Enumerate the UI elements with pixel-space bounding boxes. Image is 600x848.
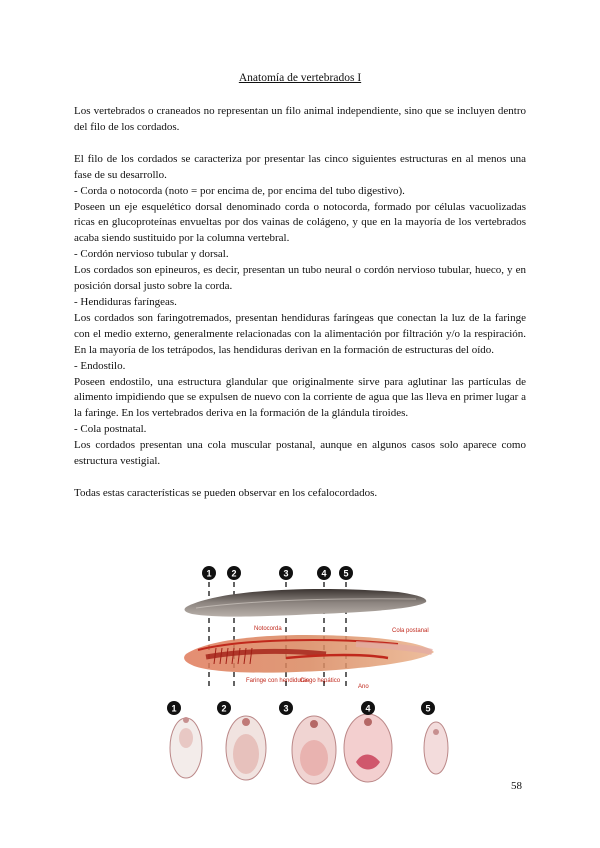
- svg-text:5: 5: [343, 568, 349, 579]
- svg-text:5: 5: [425, 703, 431, 714]
- marker-2: [227, 566, 241, 580]
- heading-endostyle: - Endostilo.: [74, 359, 126, 372]
- label-cola-postanal: Cola postanal: [392, 628, 429, 634]
- label-notocorda: Notocorda: [254, 626, 282, 632]
- cross-section-3: [279, 701, 336, 784]
- label-ciego: Ciego hepático: [300, 678, 341, 684]
- svg-text:1: 1: [206, 568, 212, 579]
- paragraph-intro: Los vertebrados o craneados no representan un filo animal independiente, sino que se incluyen dentro del filo de los cordados.: [74, 105, 526, 133]
- page-number: 58: [511, 780, 522, 792]
- marker-3: [279, 566, 293, 580]
- heading-nerve-cord: - Cordón nervioso tubular y dorsal.: [74, 248, 229, 261]
- heading-notochord: - Corda o notocorda (noto = por encima de, por encima del tubo digestivo).: [74, 184, 405, 197]
- cross-section-5: [421, 701, 448, 774]
- marker-4: [317, 566, 331, 580]
- heading-postanal-tail: - Cola postnatal.: [74, 423, 147, 436]
- svg-text:3: 3: [283, 703, 289, 714]
- paragraph-gap: [74, 470, 526, 486]
- body-text: [74, 104, 526, 502]
- page-title: Anatomía de vertebrados I: [238, 72, 362, 84]
- marker-5: [339, 566, 353, 580]
- paragraph-endostyle: Poseen endostilo, una estructura glandular que originalmente sirve para aglutinar las partículas de alimento impidiendo que se expulsen de nuevo con la corriente de agua que las lleva en primer lugar a la faringe. En los vertebrados deriva en la formación de la glándula tiroides.: [74, 375, 526, 420]
- paragraph-nerve-cord: Los cordados son epineuros, es decir, presentan un tubo neural o cordón nervioso tubular, hueco, y en posición dorsal justo sobre la corda.: [74, 264, 526, 293]
- paragraph-gap: [74, 136, 526, 152]
- heading-pharyngeal-slits: - Hendiduras faríngeas.: [74, 295, 177, 308]
- paragraph-chordate-features: El filo de los cordados se caracteriza por presentar las cinco siguientes estructuras en al menos una fase de su desarrollo.: [74, 152, 526, 181]
- label-ano: Ano: [358, 684, 369, 690]
- paragraph-cephalochordates: Todas estas características se pueden observar en los cefalocordados.: [74, 486, 378, 499]
- paragraph-notochord: Poseen un eje esquelético dorsal denominado corda o notocorda, formado por células vacuolizadas ricas en glucoproteínas envueltas por dos vainas de colágeno, y que en la mayoría de los vertebrados acaba siendo sustituido por la columna vertebral.: [74, 200, 526, 245]
- svg-text:3: 3: [283, 568, 289, 579]
- svg-text:2: 2: [221, 703, 227, 714]
- cross-section-4: [344, 701, 392, 782]
- cross-sections: [167, 701, 448, 784]
- amphioxus-illustration: [136, 562, 466, 794]
- cross-section-2: [217, 701, 266, 780]
- marker-1: [202, 566, 216, 580]
- cross-section-1: [167, 701, 202, 778]
- svg-text:4: 4: [365, 703, 371, 714]
- svg-text:2: 2: [231, 568, 237, 579]
- svg-text:4: 4: [321, 568, 327, 579]
- paragraph-postanal-tail: Los cordados presentan una cola muscular postanal, aunque en algunos casos solo aparece como estructura vestigial.: [74, 439, 526, 468]
- amphioxus-figure: [136, 562, 466, 794]
- label-faringe: Faringe con hendiduras: [246, 678, 310, 684]
- amphioxus-anatomy-drawing: [184, 635, 434, 673]
- marker-group: [202, 566, 353, 580]
- amphioxus-photo: [185, 589, 427, 617]
- svg-text:1: 1: [171, 703, 177, 714]
- paragraph-pharyngeal-slits: Los cordados son faringotremados, presentan hendiduras faríngeas que conectan la luz de la faringe con el medio externo, generalmente relacionadas con la alimentación por filtración y/o la respiración. En la mayoría de los tetrápodos, las hendiduras derivan en la formación de estructuras del oído.: [74, 311, 526, 356]
